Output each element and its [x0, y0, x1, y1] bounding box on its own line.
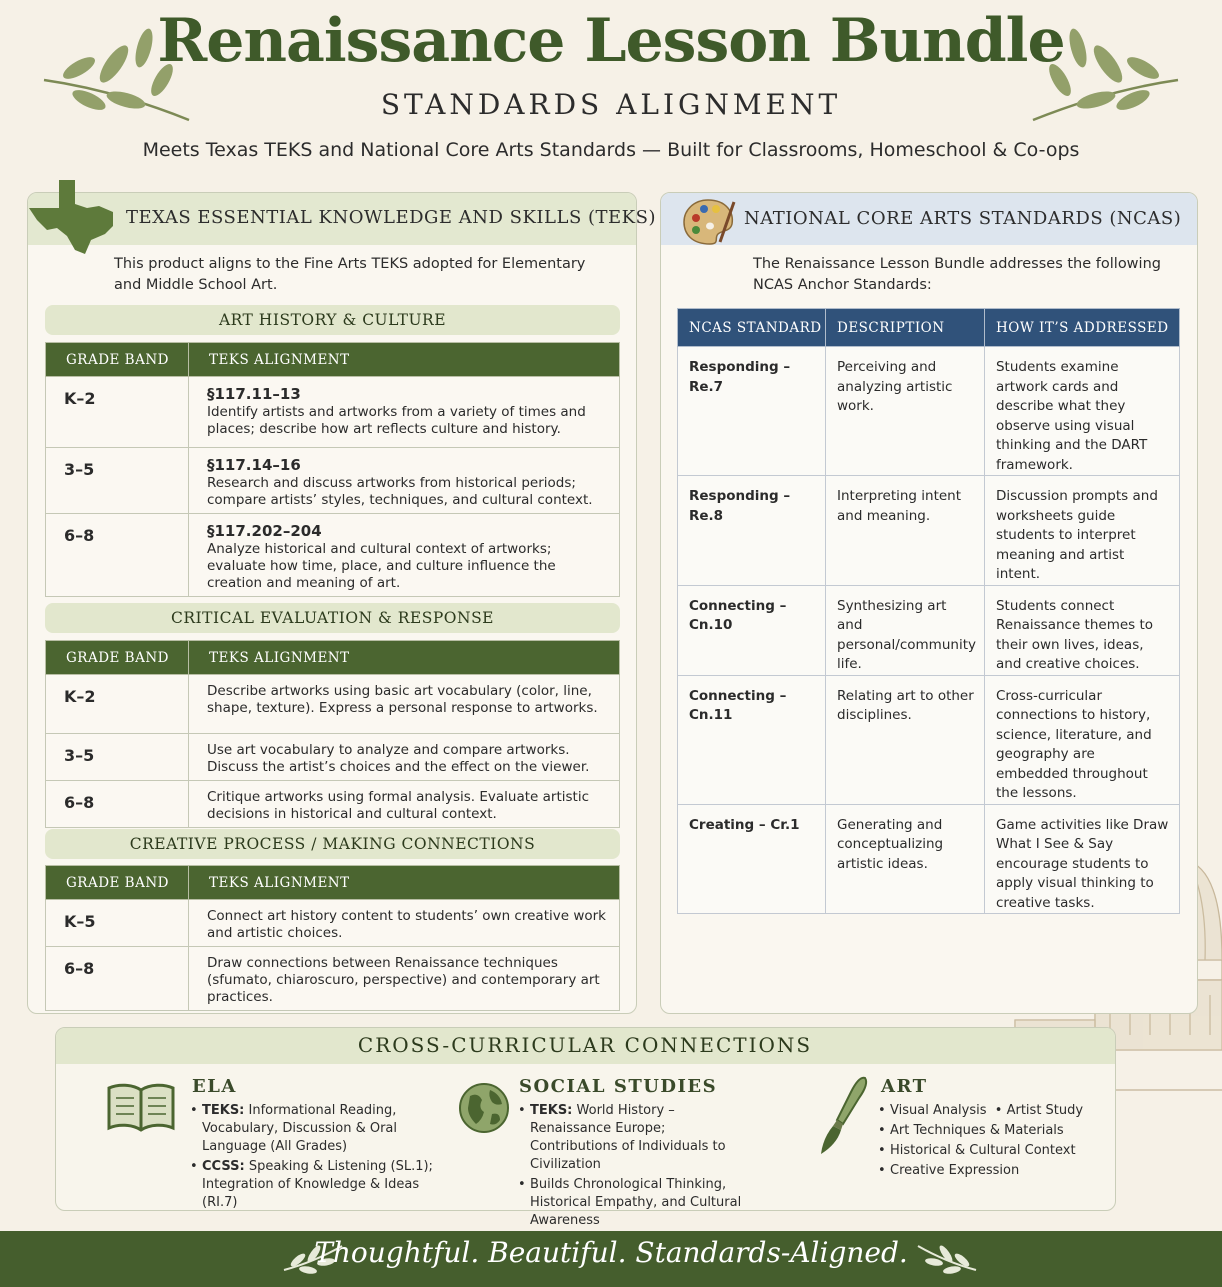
teks-table-critical-evaluation	[45, 640, 620, 828]
list-item	[518, 1102, 748, 1174]
ncas-how-cell: Students connect Renaissance themes to their own lives, ideas, and creative choices.	[984, 585, 1179, 675]
table-row	[678, 675, 1180, 804]
column-header-grade-band: GRADE BAND	[46, 641, 189, 675]
grade-band-cell: K–2	[46, 675, 189, 734]
alignment-cell: Use art vocabulary to analyze and compare artworks. Discuss the artist’s choices and the effect on the viewer.	[189, 734, 620, 781]
list-item	[878, 1142, 1108, 1160]
page-subtitle: STANDARDS ALIGNMENT	[380, 88, 842, 121]
teks-intro	[114, 254, 614, 296]
table-row	[46, 781, 620, 828]
list-item-text: Speaking & Listening (SL.1); Integration of Knowledge & Ideas (RI.7)	[202, 1159, 433, 1210]
teks-table-art-history	[45, 342, 620, 597]
teks-intro-line-2: and Middle School Art.	[114, 277, 278, 293]
list-item	[190, 1158, 440, 1212]
list-item-text: Informational Reading, Vocabulary, Discussion & Oral Language (All Grades)	[202, 1103, 398, 1154]
open-book-icon	[104, 1080, 178, 1136]
paint-palette-icon	[680, 196, 736, 248]
alignment-cell: Describe artworks using basic art vocabulary (color, line, shape, texture). Express a personal response to artworks.	[189, 675, 620, 734]
section-banner-art-history: ART HISTORY & CULTURE	[45, 305, 620, 335]
list-item-text: Builds Chronological Thinking, Historical Empathy, and Cultural Awareness	[530, 1177, 742, 1228]
list-item-label: TEKS:	[530, 1103, 573, 1118]
ncas-intro-line-1: The Renaissance Lesson Bundle addresses the following	[753, 256, 1161, 272]
table-row	[678, 585, 1180, 675]
grade-band-cell: 3–5	[46, 448, 189, 514]
ncas-standard-cell: Creating – Cr.1	[678, 804, 826, 914]
list-item	[878, 1122, 1108, 1140]
page-title: Renaissance Lesson Bundle	[157, 6, 1065, 76]
teks-panel-title: TEXAS ESSENTIAL KNOWLEDGE AND SKILLS (TEKS)	[126, 207, 656, 228]
list-item	[518, 1176, 748, 1230]
table-row	[46, 734, 620, 781]
ncas-description-cell: Interpreting intent and meaning.	[826, 476, 985, 586]
table-row	[678, 804, 1180, 914]
teks-table-creative-process	[45, 865, 620, 1011]
ela-list	[190, 1102, 440, 1214]
ncas-description-cell: Synthesizing art and personal/community life.	[826, 585, 985, 675]
list-item	[878, 1162, 1108, 1180]
alignment-cell	[189, 514, 620, 597]
list-item	[190, 1102, 440, 1156]
social-studies-heading: SOCIAL STUDIES	[519, 1076, 718, 1097]
teks-code: §117.11–13	[207, 385, 301, 403]
column-header-grade-band: GRADE BAND	[46, 343, 189, 377]
teks-intro-line-1: This product aligns to the Fine Arts TEKS adopted for Elementary	[114, 256, 586, 272]
alignment-cell: Connect art history content to students’ own creative work and artistic choices.	[189, 900, 620, 947]
list-item-text: Visual Analysis	[890, 1103, 987, 1118]
list-item-text: World History – Renaissance Europe; Contributions of Individuals to Civilization	[530, 1103, 726, 1172]
table-row	[46, 377, 620, 448]
ncas-how-cell: Cross-curricular connections to history, science, literature, and geography are embedded throughout the lessons.	[984, 675, 1179, 804]
table-row	[46, 514, 620, 597]
grade-band-cell: 6–8	[46, 947, 189, 1011]
footer-slogan: Thoughtful. Beautiful. Standards-Aligned.	[314, 1236, 908, 1269]
section-banner-critical-evaluation: CRITICAL EVALUATION & RESPONSE	[45, 603, 620, 633]
list-item-text: Creative Expression	[890, 1163, 1020, 1178]
ncas-standard-cell: Connecting – Cn.11	[678, 675, 826, 804]
bullet-separator: •	[994, 1103, 1003, 1118]
page-tagline: Meets Texas TEKS and National Core Arts Standards — Built for Classrooms, Homeschool & Co-ops	[142, 139, 1080, 161]
teks-panel	[27, 192, 656, 1014]
table-row	[46, 947, 620, 1011]
alignment-text: Research and discuss artworks from historical periods; compare artists’ styles, techniques, and cultural context.	[207, 475, 593, 508]
alignment-cell: Critique artworks using formal analysis. Evaluate artistic decisions in historical and cultural context.	[189, 781, 620, 828]
column-header-teks-alignment: TEKS ALIGNMENT	[189, 343, 620, 377]
ncas-description-cell: Relating art to other disciplines.	[826, 675, 985, 804]
art-heading: ART	[881, 1076, 928, 1097]
list-item	[878, 1102, 1108, 1120]
ncas-description-cell: Perceiving and analyzing artistic work.	[826, 347, 985, 476]
ncas-how-cell: Students examine artwork cards and describe what they observe using visual thinking and the DART framework.	[984, 347, 1179, 476]
list-item-text: Art Techniques & Materials	[890, 1123, 1064, 1138]
grade-band-cell: K–5	[46, 900, 189, 947]
teks-code: §117.14–16	[207, 456, 301, 474]
ncas-standard-cell: Responding – Re.8	[678, 476, 826, 586]
ncas-panel-title: NATIONAL CORE ARTS STANDARDS (NCAS)	[744, 208, 1182, 229]
ncas-intro-line-2: NCAS Anchor Standards:	[753, 277, 932, 293]
paintbrush-icon	[815, 1074, 871, 1158]
ncas-how-cell: Game activities like Draw What I See & Say encourage students to apply visual thinking to creative tasks.	[984, 804, 1179, 914]
teks-code: §117.202–204	[207, 522, 322, 540]
column-header-teks-alignment: TEKS ALIGNMENT	[189, 641, 620, 675]
table-row	[46, 675, 620, 734]
globe-icon	[456, 1080, 512, 1136]
ncas-standard-cell: Connecting – Cn.10	[678, 585, 826, 675]
grade-band-cell: 6–8	[46, 781, 189, 828]
alignment-cell	[189, 448, 620, 514]
list-item-text: Artist Study	[1006, 1103, 1084, 1118]
alignment-text: Analyze historical and cultural context of artworks; evaluate how time, place, and culture influence the creation and meaning of art.	[207, 541, 556, 591]
table-row	[678, 476, 1180, 586]
alignment-text: Identify artists and artworks from a variety of times and places; describe how art reflects culture and history.	[207, 404, 586, 437]
table-row	[46, 900, 620, 947]
ncas-intro	[753, 254, 1173, 296]
column-header-description: DESCRIPTION	[826, 309, 985, 347]
ncas-how-cell: Discussion prompts and worksheets guide students to interpret meaning and artist intent.	[984, 476, 1179, 586]
list-item-text: Historical & Cultural Context	[890, 1143, 1076, 1158]
alignment-cell	[189, 377, 620, 448]
cross-curricular-title: CROSS-CURRICULAR CONNECTIONS	[357, 1033, 813, 1057]
list-item-label: TEKS:	[202, 1103, 245, 1118]
ncas-table	[677, 308, 1180, 914]
social-studies-list	[518, 1102, 748, 1232]
column-header-teks-alignment: TEKS ALIGNMENT	[189, 866, 620, 900]
texas-map-icon	[27, 178, 117, 256]
column-header-ncas-standard: NCAS STANDARD	[678, 309, 826, 347]
list-item-label: CCSS:	[202, 1159, 245, 1174]
grade-band-cell: 6–8	[46, 514, 189, 597]
ncas-description-cell: Generating and conceptualizing artistic ideas.	[826, 804, 985, 914]
ncas-panel	[660, 192, 1198, 1014]
grade-band-cell: K–2	[46, 377, 189, 448]
art-list	[878, 1102, 1108, 1182]
column-header-how-addressed: HOW IT’S ADDRESSED	[984, 309, 1179, 347]
section-banner-creative-process: CREATIVE PROCESS / MAKING CONNECTIONS	[45, 829, 620, 859]
table-row	[46, 448, 620, 514]
column-header-grade-band: GRADE BAND	[46, 866, 189, 900]
ncas-standard-cell: Responding – Re.7	[678, 347, 826, 476]
alignment-cell: Draw connections between Renaissance techniques (sfumato, chiaroscuro, perspective) and contemporary art practices.	[189, 947, 620, 1011]
grade-band-cell: 3–5	[46, 734, 189, 781]
ela-heading: ELA	[192, 1076, 237, 1097]
table-row	[678, 347, 1180, 476]
